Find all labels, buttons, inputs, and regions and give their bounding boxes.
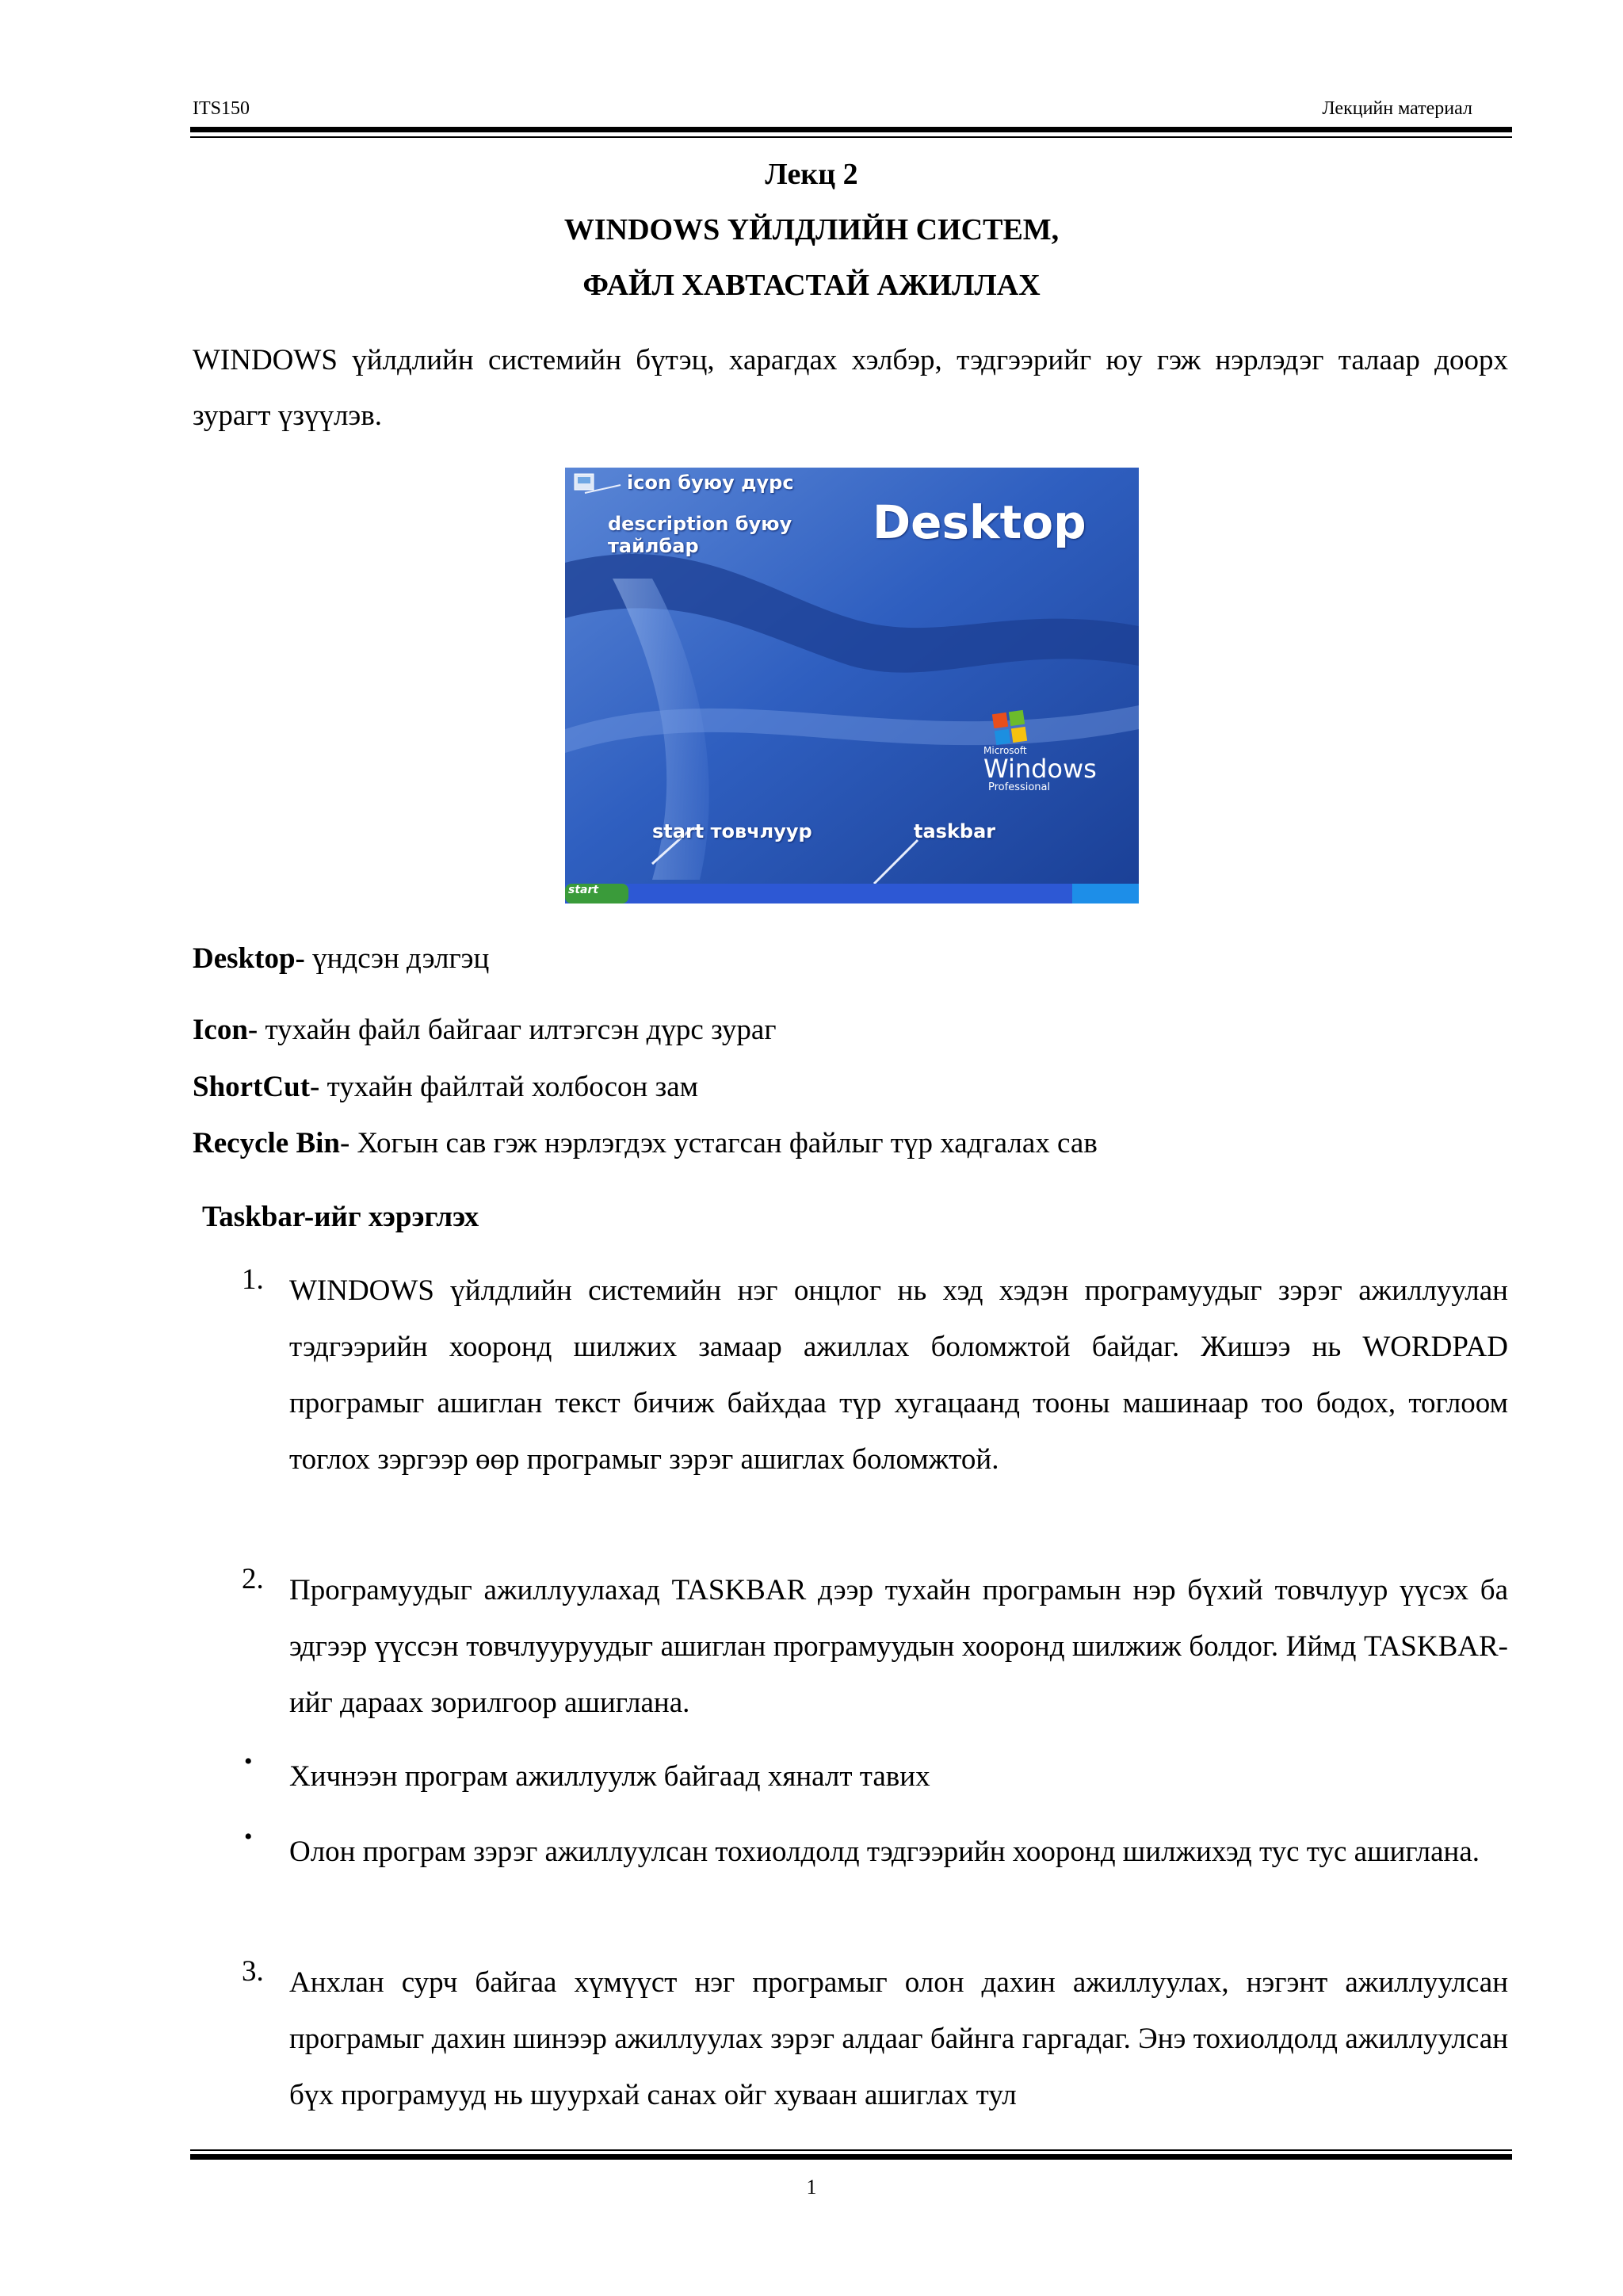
start-button: start: [568, 884, 599, 896]
section-heading: Taskbar-ийг хэрэглэх: [202, 1201, 479, 1233]
definition-icon-text: - тухайн файл байгааг илтэгсэн дүрс зураг: [247, 1014, 777, 1046]
definition-desktop: [193, 942, 489, 976]
term-shortcut: ShortCut: [193, 1071, 311, 1103]
header-rule-thin: [190, 136, 1512, 138]
list-item: Анхлан сурч байгаа хүмүүст нэг програмыг олон дахин ажиллуулах, нэгэнт ажиллуулсан програмыг дахин шинээр ажиллуулах зэрэг алдааг байнга гаргадаг. Энэ тохиолдолд ажиллуулсан бүх програмууд нь шуурхай санах ойг хуваан ашиглах тул: [289, 1966, 1508, 2111]
bullet-item: Хичнээн програм ажиллуулж байгаад хяналт тавих: [289, 1760, 930, 1793]
list-marker: 2.: [242, 1563, 264, 1595]
page-number: 1: [806, 2176, 817, 2199]
bullet-marker: •: [244, 1748, 253, 1775]
taskbar-callout: taskbar: [914, 820, 996, 842]
footer-rule-thin: [190, 2149, 1512, 2151]
list-marker: 1.: [242, 1263, 264, 1296]
definition-recycle-bin-text: - Хогын сав гэж нэрлэгдэх устагсан файлыг түр хадгалах сав: [339, 1127, 1098, 1159]
logo-windows-text: Windows: [983, 754, 1097, 784]
header-rule-thick: [190, 127, 1512, 132]
header-course-code: ITS150: [193, 98, 250, 119]
windows-logo: [983, 745, 1097, 793]
desktop-screenshot-figure: [565, 468, 1139, 904]
term-icon: Icon: [193, 1014, 248, 1046]
list-item: Програмуудыг ажиллуулахад TASKBAR дээр тухайн програмын нэр бүхий товчлуур үүсэх ба эдгээр үүссэн товчлууруудыг ашиглан програмуудын хооронд шилжиж болдог. Иймд TASKBAR-ийг дараах зорилгоор ашиглана.: [289, 1574, 1508, 1719]
lecture-title-line1: WINDOWS ҮЙЛДЛИЙН СИСТЕМ,: [563, 213, 1060, 246]
bullet-item: Олон програм зэрэг ажиллуулсан тохиолдолд тэдгээрийн хооронд шилжихэд тус тус ашиглана.: [289, 1836, 1480, 1868]
lecture-title-line2: ФАЙЛ ХАВТАСТАЙ АЖИЛЛАХ: [582, 269, 1041, 302]
desktop-callout: Desktop: [873, 495, 1086, 549]
definition-shortcut-text: - тухайн файлтай холбосон зам: [310, 1071, 699, 1103]
start-callout: start товчлуур: [652, 820, 812, 842]
logo-edition-text: Professional: [988, 781, 1051, 793]
bullet-marker: •: [244, 1824, 253, 1850]
list-marker: 3.: [242, 1955, 264, 1988]
icon-callout: icon буюу дүрс: [627, 472, 794, 494]
definition-desktop-text: үндсэн дэлгэц: [304, 942, 490, 975]
intro-paragraph: WINDOWS үйлдлийн системийн бүтэц, харагдах хэлбэр, тэдгээрийг юу гэж нэрлэдэг талаар доорх зурагт үзүүлэв.: [193, 344, 1508, 432]
lecture-number: Лекц 2: [765, 158, 858, 191]
header-doc-type: Лекцийн материал: [1322, 98, 1472, 119]
term-desktop: Desktop-: [193, 942, 305, 975]
list-item: WINDOWS үйлдлийн системийн нэг онцлог нь хэд хэдэн програмуудыг зэрэг ажиллуулан тэдгээрийн хооронд шилжих замаар ажиллах боломжтой байдаг. Жишээ нь WORDPAD програмыг ашиглан текст бичиж байхдаа түр хугацаанд тооны машинаар тоо бодох, тоглоом тоглох зэргээр өөр програмыг зэрэг ашиглах боломжтой.: [289, 1274, 1508, 1476]
definition-icon: [193, 1013, 777, 1047]
logo-microsoft-text: Microsoft: [983, 745, 1027, 756]
definition-shortcut: [193, 1070, 698, 1104]
description-callout: description буюу тайлбар: [608, 513, 792, 557]
term-recycle-bin: Recycle Bin: [193, 1127, 340, 1159]
footer-rule-thick: [190, 2154, 1512, 2160]
definition-recycle-bin: [193, 1126, 1098, 1160]
